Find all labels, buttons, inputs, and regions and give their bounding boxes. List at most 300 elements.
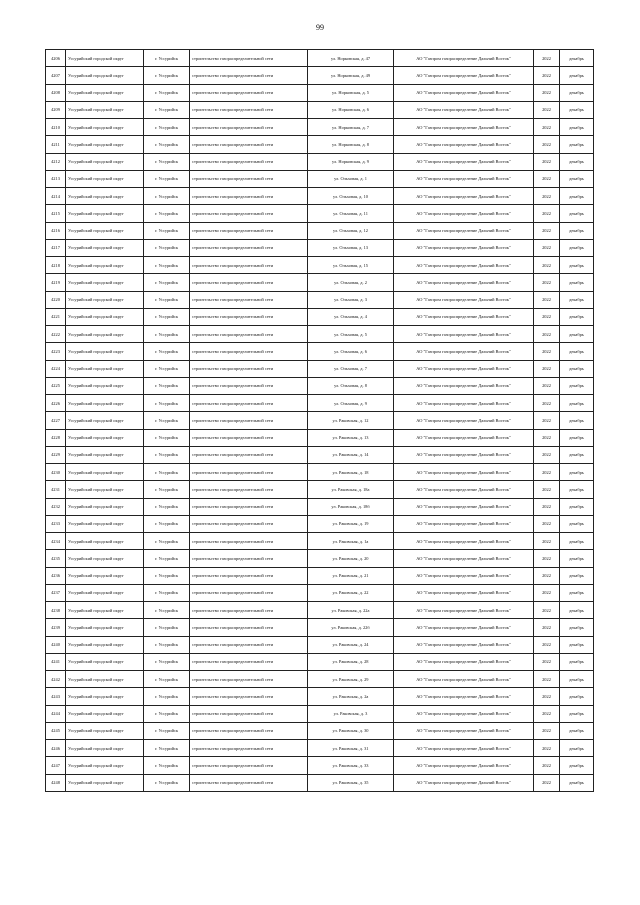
month-cell: декабрь [560,136,594,153]
row-number: 4242 [46,671,66,688]
row-number: 4229 [46,446,66,463]
organization-cell: АО "Газпром газораспределение Дальний Восток" [394,722,534,739]
work-type-cell: строительство газораспределительной сети [190,101,308,118]
organization-cell: АО "Газпром газораспределение Дальний Восток" [394,740,534,757]
table-row [46,757,594,774]
city-cell: г. Уссурийск [144,188,190,205]
year-cell: 2022 [534,533,560,550]
year-cell: 2022 [534,257,560,274]
table-row [46,653,594,670]
month-cell: декабрь [560,740,594,757]
organization-cell: АО "Газпром газораспределение Дальний Восток" [394,757,534,774]
organization-cell: АО "Газпром газораспределение Дальний Восток" [394,188,534,205]
city-cell: г. Уссурийск [144,671,190,688]
city-cell: г. Уссурийск [144,291,190,308]
organization-cell: АО "Газпром газораспределение Дальний Восток" [394,274,534,291]
row-number: 4231 [46,481,66,498]
city-cell: г. Уссурийск [144,481,190,498]
district-cell: Уссурийский городской округ [66,67,144,84]
month-cell: декабрь [560,688,594,705]
year-cell: 2022 [534,222,560,239]
district-cell: Уссурийский городской округ [66,446,144,463]
table-row [46,101,594,118]
row-number: 4211 [46,136,66,153]
address-cell: ул. Раковская, д. 22а [308,602,394,619]
district-cell: Уссурийский городской округ [66,84,144,101]
district-cell: Уссурийский городской округ [66,705,144,722]
year-cell: 2022 [534,774,560,791]
district-cell: Уссурийский городской округ [66,222,144,239]
city-cell: г. Уссурийск [144,757,190,774]
address-cell: ул. Ольховая, д. 9 [308,395,394,412]
district-cell: Уссурийский городской округ [66,688,144,705]
year-cell: 2022 [534,619,560,636]
table-row [46,136,594,153]
year-cell: 2022 [534,67,560,84]
table-row [46,343,594,360]
work-type-cell: строительство газораспределительной сети [190,481,308,498]
year-cell: 2022 [534,688,560,705]
year-cell: 2022 [534,412,560,429]
organization-cell: АО "Газпром газораспределение Дальний Восток" [394,584,534,601]
month-cell: декабрь [560,671,594,688]
organization-cell: АО "Газпром газораспределение Дальний Восток" [394,153,534,170]
address-cell: ул. Раковская, д. 18а [308,481,394,498]
work-type-cell: строительство газораспределительной сети [190,377,308,394]
row-number: 4212 [46,153,66,170]
district-cell: Уссурийский городской округ [66,481,144,498]
table-row [46,67,594,84]
row-number: 4243 [46,688,66,705]
address-cell: ул. Раковская, д. 13 [308,429,394,446]
work-type-cell: строительство газораспределительной сети [190,136,308,153]
work-type-cell: строительство газораспределительной сети [190,757,308,774]
month-cell: декабрь [560,343,594,360]
work-type-cell: строительство газораспределительной сети [190,550,308,567]
month-cell: декабрь [560,222,594,239]
month-cell: декабрь [560,550,594,567]
table-row [46,395,594,412]
organization-cell: АО "Газпром газораспределение Дальний Восток" [394,705,534,722]
month-cell: декабрь [560,153,594,170]
table-row [46,429,594,446]
work-type-cell: строительство газораспределительной сети [190,515,308,532]
district-cell: Уссурийский городской округ [66,774,144,791]
city-cell: г. Уссурийск [144,101,190,118]
month-cell: декабрь [560,498,594,515]
address-cell: ул. Раковская, д. 14 [308,446,394,463]
table-row [46,308,594,325]
work-type-cell: строительство газораспределительной сети [190,395,308,412]
district-cell: Уссурийский городской округ [66,636,144,653]
year-cell: 2022 [534,101,560,118]
work-type-cell: строительство газораспределительной сети [190,533,308,550]
city-cell: г. Уссурийск [144,446,190,463]
table-row [46,567,594,584]
table-row [46,619,594,636]
organization-cell: АО "Газпром газораспределение Дальний Восток" [394,239,534,256]
row-number: 4227 [46,412,66,429]
work-type-cell: строительство газораспределительной сети [190,343,308,360]
year-cell: 2022 [534,308,560,325]
address-cell: ул. Раковская, д. 19 [308,515,394,532]
row-number: 4239 [46,619,66,636]
row-number: 4213 [46,170,66,187]
year-cell: 2022 [534,326,560,343]
year-cell: 2022 [534,481,560,498]
month-cell: декабрь [560,67,594,84]
table-body [46,50,594,792]
year-cell: 2022 [534,567,560,584]
district-cell: Уссурийский городской округ [66,671,144,688]
address-cell: ул. Ольховая, д. 6 [308,343,394,360]
address-cell: ул. Раковская, д. 18 [308,464,394,481]
address-cell: ул. Ольховая, д. 10 [308,188,394,205]
row-number: 4228 [46,429,66,446]
city-cell: г. Уссурийск [144,50,190,67]
district-cell: Уссурийский городской округ [66,464,144,481]
work-type-cell: строительство газораспределительной сети [190,239,308,256]
organization-cell: АО "Газпром газораспределение Дальний Восток" [394,326,534,343]
month-cell: декабрь [560,774,594,791]
city-cell: г. Уссурийск [144,395,190,412]
work-type-cell: строительство газораспределительной сети [190,119,308,136]
table-row [46,257,594,274]
address-cell: ул. Норковская, д. 47 [308,50,394,67]
table-row [46,550,594,567]
district-cell: Уссурийский городской округ [66,515,144,532]
district-cell: Уссурийский городской округ [66,395,144,412]
table-row [46,481,594,498]
table-row [46,722,594,739]
organization-cell: АО "Газпром газораспределение Дальний Восток" [394,291,534,308]
work-type-cell: строительство газораспределительной сети [190,464,308,481]
district-cell: Уссурийский городской округ [66,602,144,619]
work-type-cell: строительство газораспределительной сети [190,705,308,722]
district-cell: Уссурийский городской округ [66,136,144,153]
organization-cell: АО "Газпром газораспределение Дальний Восток" [394,774,534,791]
address-cell: ул. Раковская, д. 33 [308,757,394,774]
city-cell: г. Уссурийск [144,343,190,360]
table-row [46,377,594,394]
district-cell: Уссурийский городской округ [66,412,144,429]
address-cell: ул. Раковская, д. 22б [308,619,394,636]
district-cell: Уссурийский городской округ [66,619,144,636]
city-cell: г. Уссурийск [144,239,190,256]
address-cell: ул. Раковская, д. 28 [308,653,394,670]
table-row [46,774,594,791]
city-cell: г. Уссурийск [144,153,190,170]
district-cell: Уссурийский городской округ [66,343,144,360]
row-number: 4218 [46,257,66,274]
year-cell: 2022 [534,446,560,463]
city-cell: г. Уссурийск [144,636,190,653]
month-cell: декабрь [560,101,594,118]
address-cell: ул. Норковская, д. 6 [308,101,394,118]
work-type-cell: строительство газораспределительной сети [190,498,308,515]
year-cell: 2022 [534,757,560,774]
table-row [46,636,594,653]
row-number: 4230 [46,464,66,481]
address-cell: ул. Норковская, д. 5 [308,84,394,101]
year-cell: 2022 [534,291,560,308]
work-type-cell: строительство газораспределительной сети [190,291,308,308]
table-row [46,671,594,688]
year-cell: 2022 [534,343,560,360]
organization-cell: АО "Газпром газораспределение Дальний Восток" [394,498,534,515]
district-cell: Уссурийский городской округ [66,257,144,274]
year-cell: 2022 [534,550,560,567]
row-number: 4245 [46,722,66,739]
row-number: 4217 [46,239,66,256]
work-type-cell: строительство газораспределительной сети [190,429,308,446]
district-cell: Уссурийский городской округ [66,119,144,136]
district-cell: Уссурийский городской округ [66,757,144,774]
year-cell: 2022 [534,360,560,377]
month-cell: декабрь [560,584,594,601]
city-cell: г. Уссурийск [144,515,190,532]
city-cell: г. Уссурийск [144,429,190,446]
city-cell: г. Уссурийск [144,498,190,515]
year-cell: 2022 [534,602,560,619]
address-cell: ул. Ольховая, д. 12 [308,222,394,239]
row-number: 4247 [46,757,66,774]
year-cell: 2022 [534,740,560,757]
city-cell: г. Уссурийск [144,67,190,84]
address-cell: ул. Раковская, д. 21 [308,567,394,584]
row-number: 4226 [46,395,66,412]
organization-cell: АО "Газпром газораспределение Дальний Восток" [394,515,534,532]
organization-cell: АО "Газпром газораспределение Дальний Восток" [394,205,534,222]
organization-cell: АО "Газпром газораспределение Дальний Восток" [394,412,534,429]
month-cell: декабрь [560,291,594,308]
organization-cell: АО "Газпром газораспределение Дальний Восток" [394,101,534,118]
row-number: 4206 [46,50,66,67]
month-cell: декабрь [560,619,594,636]
district-cell: Уссурийский городской округ [66,377,144,394]
table-row [46,602,594,619]
year-cell: 2022 [534,170,560,187]
row-number: 4209 [46,101,66,118]
district-cell: Уссурийский городской округ [66,308,144,325]
work-type-cell: строительство газораспределительной сети [190,636,308,653]
district-cell: Уссурийский городской округ [66,188,144,205]
district-cell: Уссурийский городской округ [66,50,144,67]
address-cell: ул. Ольховая, д. 8 [308,377,394,394]
city-cell: г. Уссурийск [144,740,190,757]
address-cell: ул. Ольховая, д. 7 [308,360,394,377]
address-cell: ул. Раковская, д. 30 [308,722,394,739]
work-type-cell: строительство газораспределительной сети [190,619,308,636]
address-cell: ул. Ольховая, д. 13 [308,239,394,256]
year-cell: 2022 [534,153,560,170]
row-number: 4236 [46,567,66,584]
city-cell: г. Уссурийск [144,205,190,222]
address-cell: ул. Ольховая, д. 11 [308,205,394,222]
month-cell: декабрь [560,705,594,722]
city-cell: г. Уссурийск [144,464,190,481]
row-number: 4240 [46,636,66,653]
district-cell: Уссурийский городской округ [66,722,144,739]
address-cell: ул. Норковская, д. 7 [308,119,394,136]
month-cell: декабрь [560,653,594,670]
row-number: 4235 [46,550,66,567]
work-type-cell: строительство газораспределительной сети [190,412,308,429]
city-cell: г. Уссурийск [144,119,190,136]
table-row [46,291,594,308]
address-cell: ул. Ольховая, д. 5 [308,326,394,343]
work-type-cell: строительство газораспределительной сети [190,257,308,274]
district-cell: Уссурийский городской округ [66,274,144,291]
month-cell: декабрь [560,533,594,550]
city-cell: г. Уссурийск [144,326,190,343]
city-cell: г. Уссурийск [144,412,190,429]
row-number: 4234 [46,533,66,550]
organization-cell: АО "Газпром газораспределение Дальний Восток" [394,170,534,187]
month-cell: декабрь [560,395,594,412]
address-cell: ул. Ольховая, д. 15 [308,257,394,274]
work-type-cell: строительство газораспределительной сети [190,50,308,67]
address-cell: ул. Ольховая, д. 3 [308,291,394,308]
month-cell: декабрь [560,429,594,446]
organization-cell: АО "Газпром газораспределение Дальний Восток" [394,67,534,84]
work-type-cell: строительство газораспределительной сети [190,222,308,239]
city-cell: г. Уссурийск [144,274,190,291]
row-number: 4238 [46,602,66,619]
organization-cell: АО "Газпром газораспределение Дальний Восток" [394,257,534,274]
work-type-cell: строительство газораспределительной сети [190,688,308,705]
row-number: 4210 [46,119,66,136]
year-cell: 2022 [534,722,560,739]
work-type-cell: строительство газораспределительной сети [190,567,308,584]
row-number: 4215 [46,205,66,222]
organization-cell: АО "Газпром газораспределение Дальний Восток" [394,671,534,688]
district-cell: Уссурийский городской округ [66,360,144,377]
city-cell: г. Уссурийск [144,584,190,601]
work-type-cell: строительство газораспределительной сети [190,308,308,325]
work-type-cell: строительство газораспределительной сети [190,722,308,739]
city-cell: г. Уссурийск [144,653,190,670]
table-row [46,205,594,222]
city-cell: г. Уссурийск [144,360,190,377]
organization-cell: АО "Газпром газораспределение Дальний Восток" [394,446,534,463]
row-number: 4244 [46,705,66,722]
work-type-cell: строительство газораспределительной сети [190,205,308,222]
table-row [46,688,594,705]
table-row [46,446,594,463]
district-cell: Уссурийский городской округ [66,291,144,308]
work-type-cell: строительство газораспределительной сети [190,653,308,670]
month-cell: декабрь [560,446,594,463]
address-cell: ул. Раковская, д. 1а [308,533,394,550]
table-row [46,274,594,291]
month-cell: декабрь [560,170,594,187]
address-cell: ул. Ольховая, д. 1 [308,170,394,187]
gasification-schedule-table [45,49,594,792]
district-cell: Уссурийский городской округ [66,653,144,670]
organization-cell: АО "Газпром газораспределение Дальний Восток" [394,136,534,153]
month-cell: декабрь [560,50,594,67]
row-number: 4219 [46,274,66,291]
city-cell: г. Уссурийск [144,377,190,394]
year-cell: 2022 [534,653,560,670]
district-cell: Уссурийский городской округ [66,239,144,256]
month-cell: декабрь [560,377,594,394]
organization-cell: АО "Газпром газораспределение Дальний Восток" [394,119,534,136]
district-cell: Уссурийский городской округ [66,550,144,567]
district-cell: Уссурийский городской округ [66,498,144,515]
month-cell: декабрь [560,636,594,653]
month-cell: декабрь [560,602,594,619]
month-cell: декабрь [560,481,594,498]
organization-cell: АО "Газпром газораспределение Дальний Восток" [394,50,534,67]
work-type-cell: строительство газораспределительной сети [190,188,308,205]
organization-cell: АО "Газпром газораспределение Дальний Восток" [394,619,534,636]
year-cell: 2022 [534,274,560,291]
address-cell: ул. Раковская, д. 22 [308,584,394,601]
organization-cell: АО "Газпром газораспределение Дальний Восток" [394,550,534,567]
table-row [46,222,594,239]
city-cell: г. Уссурийск [144,136,190,153]
address-cell: ул. Раковская, д. 24 [308,636,394,653]
month-cell: декабрь [560,257,594,274]
city-cell: г. Уссурийск [144,688,190,705]
year-cell: 2022 [534,84,560,101]
city-cell: г. Уссурийск [144,257,190,274]
year-cell: 2022 [534,498,560,515]
month-cell: декабрь [560,84,594,101]
city-cell: г. Уссурийск [144,308,190,325]
year-cell: 2022 [534,584,560,601]
city-cell: г. Уссурийск [144,222,190,239]
table-row [46,239,594,256]
table-row [46,705,594,722]
table-row [46,360,594,377]
table-row [46,50,594,67]
page-number: 99 [316,23,324,32]
year-cell: 2022 [534,377,560,394]
organization-cell: АО "Газпром газораспределение Дальний Восток" [394,636,534,653]
row-number: 4224 [46,360,66,377]
organization-cell: АО "Газпром газораспределение Дальний Восток" [394,602,534,619]
city-cell: г. Уссурийск [144,774,190,791]
organization-cell: АО "Газпром газораспределение Дальний Восток" [394,567,534,584]
organization-cell: АО "Газпром газораспределение Дальний Восток" [394,688,534,705]
month-cell: декабрь [560,188,594,205]
address-cell: ул. Раковская, д. 12 [308,412,394,429]
table-row [46,515,594,532]
address-cell: ул. Раковская, д. 18б [308,498,394,515]
city-cell: г. Уссурийск [144,619,190,636]
row-number: 4248 [46,774,66,791]
district-cell: Уссурийский городской округ [66,584,144,601]
table-row [46,498,594,515]
table-row [46,412,594,429]
table-row [46,84,594,101]
row-number: 4241 [46,653,66,670]
month-cell: декабрь [560,515,594,532]
city-cell: г. Уссурийск [144,722,190,739]
month-cell: декабрь [560,119,594,136]
organization-cell: АО "Газпром газораспределение Дальний Восток" [394,222,534,239]
year-cell: 2022 [534,188,560,205]
table-row [46,326,594,343]
table-row [46,188,594,205]
address-cell: ул. Норковская, д. 8 [308,136,394,153]
address-cell: ул. Раковская, д. 20 [308,550,394,567]
month-cell: декабрь [560,274,594,291]
organization-cell: АО "Газпром газораспределение Дальний Восток" [394,360,534,377]
